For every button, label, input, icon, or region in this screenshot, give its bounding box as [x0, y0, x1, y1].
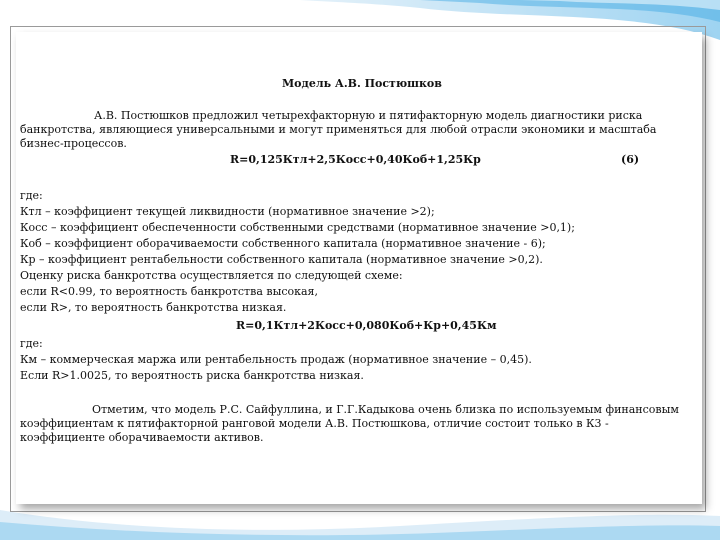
- definition-koss: Косс – коэффициент обеспеченности собственными средствами (нормативное значение >0,1);: [20, 221, 575, 234]
- intro-line-3: бизнес-процессов.: [20, 137, 127, 150]
- conclusion-line-2: коэффициентам к пятифакторной ранговой модели А.В. Постюшкова, отличие состоит только в К3 -: [20, 417, 609, 430]
- conclusion-line-3: коэффициенте оборачиваемости активов.: [20, 431, 264, 444]
- where-label-2: где:: [20, 337, 43, 350]
- definition-ktl: Ктл – коэффициент текущей ликвидности (нормативное значение >2);: [20, 205, 435, 218]
- risk-low-condition: если R>, то вероятность банкротства низкая.: [20, 301, 287, 314]
- conclusion-line-1: Отметим, что модель Р.С. Сайфуллина, и Г.Г.Кадыкова очень близка по используемым финансовым: [92, 403, 679, 416]
- risk-low-condition-2: Если R>1.0025, то вероятность риска банкротства низкая.: [20, 369, 364, 382]
- formula-1: R=0,125Ктл+2,5Косс+0,40Коб+1,25Кр: [230, 153, 481, 166]
- intro-line-1: А.В. Постюшков предложил четырехфакторную и пятифакторную модель диагностики риска: [94, 109, 643, 122]
- slide-content: [16, 32, 702, 504]
- definition-km: Км – коммерческая маржа или рентабельность продаж (нормативное значение – 0,45).: [20, 353, 532, 366]
- risk-scheme-intro: Оценку риска банкротства осуществляется по следующей схеме:: [20, 269, 403, 282]
- where-label: где:: [20, 189, 43, 202]
- formula-1-number: (6): [621, 153, 640, 166]
- definition-kr: Кр – коэффициент рентабельности собственного капитала (нормативное значение >0,2).: [20, 253, 543, 266]
- risk-high-condition: если R<0.99, то вероятность банкротства высокая,: [20, 285, 318, 298]
- definition-kob: Коб – коэффициент оборачиваемости собственного капитала (нормативное значение - 6);: [20, 237, 546, 250]
- formula-2: R=0,1Ктл+2Косс+0,080Коб+Кр+0,45Км: [236, 319, 497, 332]
- intro-line-2: банкротства, являющиеся универсальными и могут применяться для любой отрасли экономики и масштаба: [20, 123, 657, 136]
- slide-title: Модель А.В. Постюшков: [282, 77, 442, 90]
